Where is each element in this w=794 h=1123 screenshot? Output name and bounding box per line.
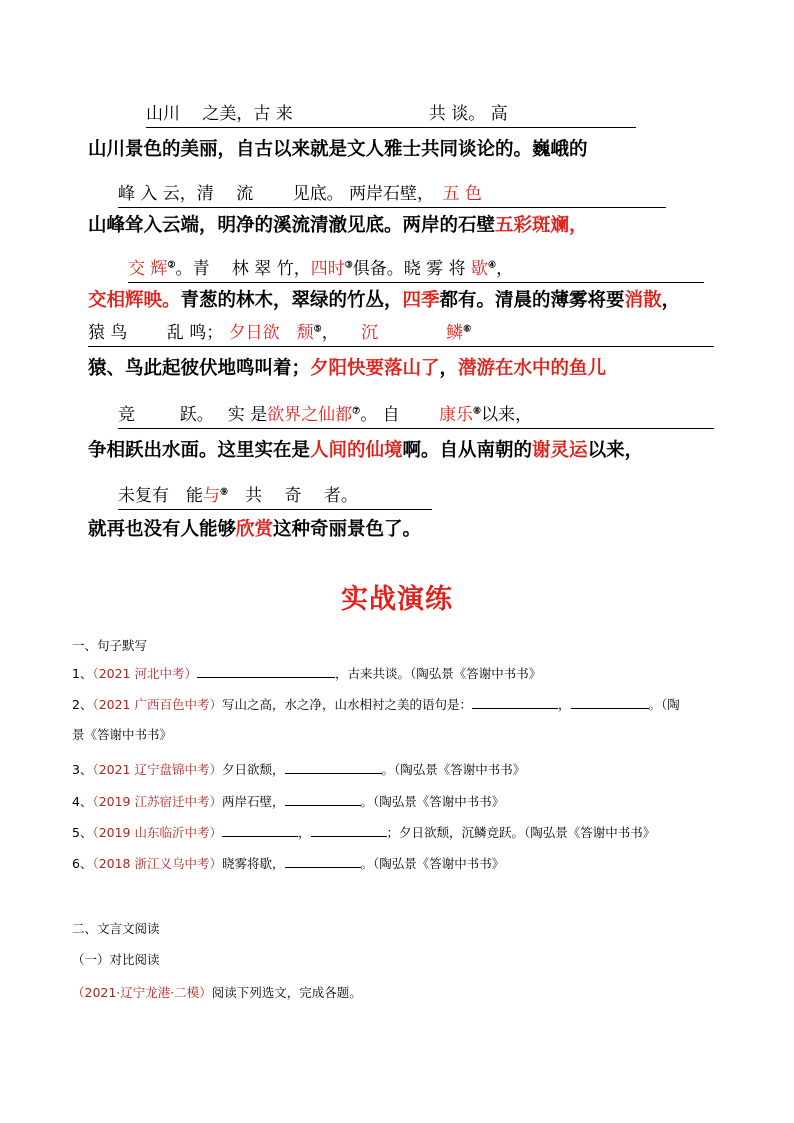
original-segment: 夕日欲 颓 — [223, 323, 314, 343]
original-segment: 康乐 — [439, 405, 474, 425]
original-segment: 峰 入 云，清 流 见底。 两岸石壁， — [118, 184, 443, 204]
answer-blank[interactable] — [285, 854, 361, 868]
answer-blank[interactable] — [311, 823, 387, 837]
footnote-marker: ⑦ — [352, 406, 361, 417]
translation-segment: 青葱的林木，翠绿的竹丛， — [180, 290, 403, 311]
original-text — [128, 259, 704, 283]
translation-segment: 以来， — [587, 440, 644, 461]
original-segment: ， — [496, 259, 514, 279]
original-segment: 竞 跃。 实 是 — [118, 405, 268, 425]
original-segment: 交 辉 — [128, 259, 168, 279]
translation-segment: 五彩斑斓， — [495, 215, 588, 236]
original-text — [118, 184, 666, 208]
part2-subheading: （一）对比阅读 — [72, 952, 160, 967]
original-segment: 以来， — [481, 405, 533, 425]
part2-instruction: （2021·辽宁龙港·二模）阅读下列选文，完成各题。 — [72, 985, 362, 1000]
exercise-item-2: 2、（2021 广西百色中考）写山之高，水之净，山水相衬之美的语句是： ， 。（陶 — [72, 697, 680, 712]
translation-text — [88, 138, 588, 162]
original-segment: ， — [321, 323, 362, 343]
footnote-marker: ② — [167, 260, 176, 271]
answer-blank[interactable] — [472, 695, 558, 709]
original-segment: 欲界之仙都 — [267, 405, 353, 425]
translation-segment: 欣赏 — [236, 519, 274, 540]
translation-segment: ， — [439, 358, 459, 379]
exercise-item-5: 5、（2019 山东临沂中考） ， ；夕日欲颓，沉鳞竞跃。（陶弘景《答谢中书书》 — [72, 825, 656, 840]
original-segment: 沉 鳞 — [361, 323, 464, 343]
section-title: 实战演练 — [341, 584, 453, 615]
exercise-item-1: 1、（2021 河北中考） ，古来共谈。（陶弘景《答谢中书书》 — [72, 666, 542, 681]
original-segment: 歇 — [471, 259, 488, 279]
original-text — [146, 104, 636, 128]
footnote-marker: ⑧ — [473, 406, 482, 417]
translation-segment: 就再也没有人能够 — [88, 519, 237, 540]
original-segment: 。青 林 翠 竹， — [175, 259, 311, 279]
translation-segment: 啊。自从南朝的 — [402, 440, 533, 461]
translation-segment: 夕阳快要落山了 — [310, 358, 440, 379]
translation-segment: 山峰耸入云端，明净的溪流清澈见底。两岸的石壁 — [88, 215, 496, 236]
footnote-marker: ⑨ — [220, 487, 229, 498]
original-segment: 五 色 — [442, 184, 482, 204]
translation-text — [88, 439, 643, 463]
footnote-marker: ⑥ — [463, 324, 472, 335]
translation-text — [88, 357, 606, 381]
translation-segment: 四季 — [402, 290, 440, 311]
answer-blank[interactable] — [222, 823, 298, 837]
footnote-marker: ④ — [488, 260, 497, 271]
original-text — [118, 486, 432, 510]
original-segment: 未复有 能 — [118, 486, 203, 506]
footnote-marker: ③ — [344, 260, 353, 271]
translation-segment: 人间的仙境 — [310, 440, 403, 461]
original-segment: 四时 — [310, 259, 345, 279]
answer-blank[interactable] — [571, 695, 649, 709]
original-text — [118, 405, 714, 429]
original-text — [88, 323, 714, 347]
answer-blank[interactable] — [197, 664, 335, 678]
original-segment: 猿 鸟 乱 鸣； — [88, 323, 224, 343]
original-segment: 与 — [203, 486, 220, 506]
translation-segment: 这种奇丽景色了。 — [273, 519, 422, 540]
translation-segment: 争相跃出水面。这里实在是 — [88, 440, 311, 461]
exercise-item-6: 6、（2018 浙江义乌中考）晓雾将歇， 。（陶弘景《答谢中书书》 — [72, 856, 505, 871]
exercise-item-3: 3、（2021 辽宁盘锦中考）夕日欲颓， 。（陶弘景《答谢中书书》 — [72, 762, 526, 777]
exercise-item-2-cont: 景《答谢中书书》 — [72, 727, 173, 742]
original-segment: 。 自 — [360, 405, 440, 425]
translation-text — [88, 214, 588, 238]
translation-segment: ， — [661, 290, 681, 311]
original-segment: 俱备。晓 雾 将 — [352, 259, 471, 279]
original-segment: 共 奇 者。 — [228, 486, 358, 506]
translation-segment: 山川景色的美丽，自古以来就是文人雅士共同谈论的。巍峨的 — [88, 139, 588, 160]
part1-heading: 一、句子默写 — [72, 638, 148, 653]
original-segment: 山川 之美，古 来 共 谈。 高 — [146, 104, 508, 124]
exercise-item-4: 4、（2019 江苏宿迁中考）两岸石壁， 。（陶弘景《答谢中书书》 — [72, 794, 505, 809]
translation-segment: 消散 — [624, 290, 662, 311]
translation-segment: 潜游在水中的鱼儿 — [458, 358, 607, 379]
translation-segment: 猿、鸟此起彼伏地鸣叫着； — [88, 358, 311, 379]
translation-segment: 都有。清晨的薄雾将要 — [439, 290, 625, 311]
part2-heading: 二、文言文阅读 — [72, 921, 160, 936]
translation-text — [88, 289, 680, 313]
footnote-marker: ⑤ — [313, 324, 322, 335]
translation-segment: 交相辉映。 — [88, 290, 181, 311]
translation-text — [88, 518, 421, 542]
translation-segment: 谢灵运 — [532, 440, 588, 461]
answer-blank[interactable] — [285, 760, 382, 774]
answer-blank[interactable] — [285, 792, 361, 806]
